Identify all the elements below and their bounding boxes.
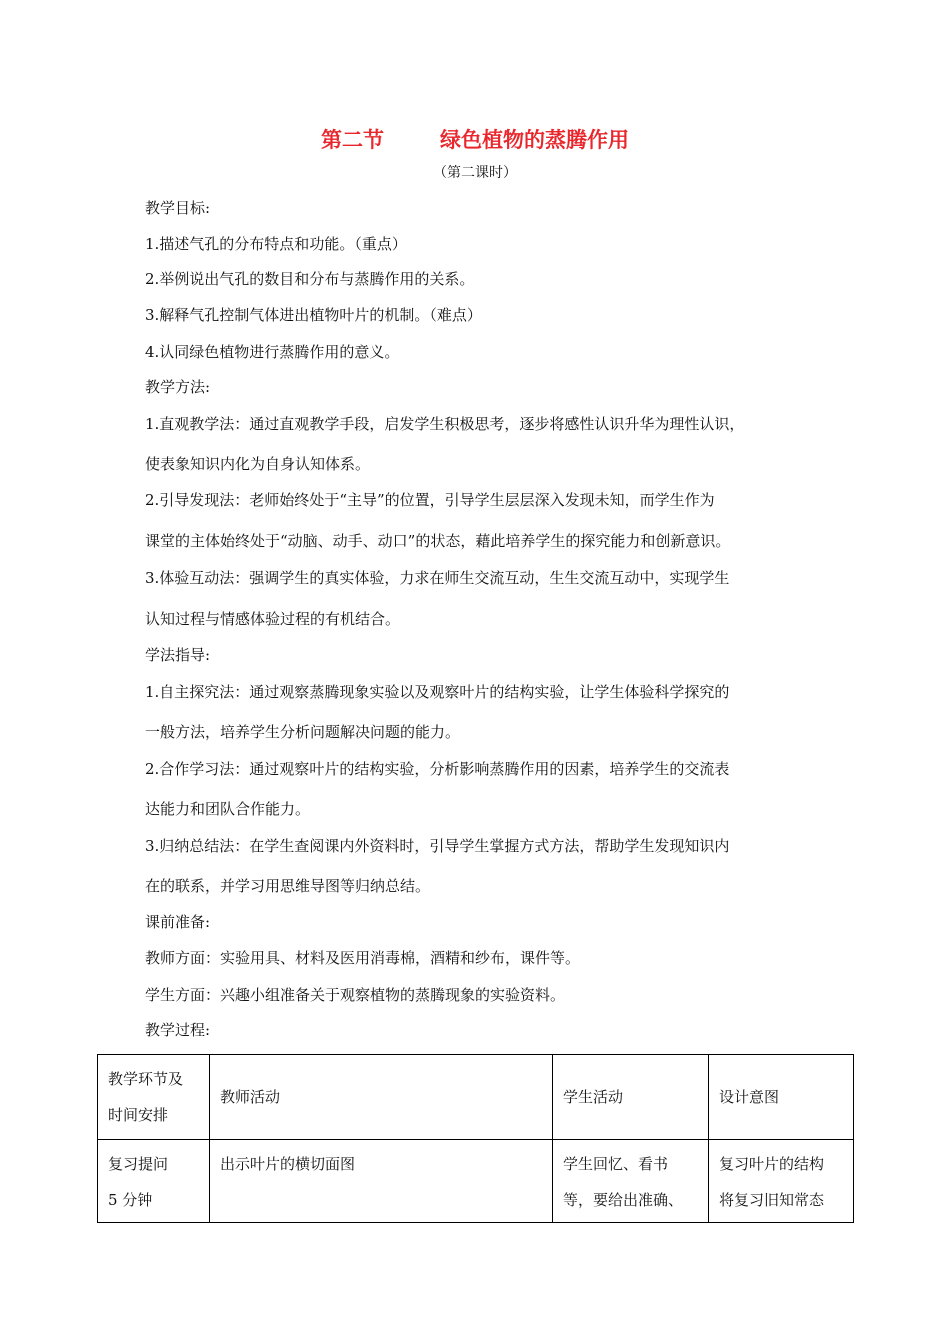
method-1-line-1: 1.直观教学法：通过直观教学手段，启发学生积极思考，逐步将感性认识升华为理性认识， bbox=[145, 415, 745, 433]
teaching-process-table bbox=[97, 1054, 854, 1223]
table-header-row bbox=[98, 1055, 854, 1140]
cell-design-intent: 复习叶片的结构 将复习旧知常态 bbox=[709, 1140, 854, 1223]
goal-1: 1.描述气孔的分布特点和功能。（重点） bbox=[145, 235, 407, 253]
method-2-line-1: 2.引导发现法：老师始终处于“主导”的位置，引导学生层层深入发现未知，而学生作为 bbox=[145, 491, 715, 509]
cell-teacher-activity: 出示叶片的横切面图 bbox=[210, 1140, 553, 1223]
guidance-1-line-1: 1.自主探究法：通过观察蒸腾现象实验以及观察叶片的结构实验，让学生体验科学探究的 bbox=[145, 683, 730, 701]
method-3-line-2: 认知过程与情感体验过程的有机结合。 bbox=[145, 610, 401, 628]
document-title bbox=[0, 124, 950, 154]
guidance-1-line-2: 一般方法，培养学生分析问题解决问题的能力。 bbox=[145, 723, 461, 741]
title-topic: 绿色植物的蒸腾作用 bbox=[440, 128, 629, 152]
goal-2: 2.举例说出气孔的数目和分布与蒸腾作用的关系。 bbox=[145, 270, 475, 288]
guidance-3-line-2: 在的联系，并学习用思维导图等归纳总结。 bbox=[145, 877, 431, 895]
goal-3: 3.解释气孔控制气体进出植物叶片的机制。（难点） bbox=[145, 306, 482, 324]
header-design-intent: 设计意图 bbox=[709, 1055, 854, 1140]
document-subtitle: （第二课时） bbox=[433, 165, 517, 181]
method-2-line-2: 课堂的主体始终处于“动脑、动手、动口”的状态，藉此培养学生的探究能力和创新意识。 bbox=[145, 532, 731, 550]
goal-4: 4.认同绿色植物进行蒸腾作用的意义。 bbox=[145, 343, 400, 361]
table-row bbox=[98, 1140, 854, 1223]
header-student-activity: 学生活动 bbox=[553, 1055, 709, 1140]
prep-teacher: 教师方面：实验用具、材料及医用消毒棉，酒精和纱布，课件等。 bbox=[145, 949, 581, 967]
header-teacher-activity: 教师活动 bbox=[210, 1055, 553, 1140]
method-1-line-2: 使表象知识内化为自身认知体系。 bbox=[145, 455, 371, 473]
guidance-3-line-1: 3.归纳总结法：在学生查阅课内外资料时，引导学生掌握方式方法，帮助学生发现知识内 bbox=[145, 837, 730, 855]
guidance-2-line-1: 2.合作学习法：通过观察叶片的结构实验，分析影响蒸腾作用的因素，培养学生的交流表 bbox=[145, 760, 730, 778]
cell-student-activity: 学生回忆、看书 等，要给出准确、 bbox=[553, 1140, 709, 1223]
title-section: 第二节 bbox=[321, 128, 384, 152]
guidance-2-line-2: 达能力和团队合作能力。 bbox=[145, 800, 311, 818]
cell-stage-time: 复习提问 5 分钟 bbox=[98, 1140, 210, 1223]
heading-teaching-goals: 教学目标: bbox=[145, 199, 211, 217]
header-stage-time: 教学环节及 时间安排 bbox=[98, 1055, 210, 1140]
heading-learning-guidance: 学法指导: bbox=[145, 646, 211, 664]
heading-teaching-process: 教学过程: bbox=[145, 1021, 211, 1039]
heading-preparation: 课前准备: bbox=[145, 913, 211, 931]
prep-student: 学生方面：兴趣小组准备关于观察植物的蒸腾现象的实验资料。 bbox=[145, 986, 566, 1004]
method-3-line-1: 3.体验互动法：强调学生的真实体验，力求在师生交流互动，生生交流互动中，实现学生 bbox=[145, 569, 730, 587]
heading-teaching-methods: 教学方法: bbox=[145, 378, 211, 396]
